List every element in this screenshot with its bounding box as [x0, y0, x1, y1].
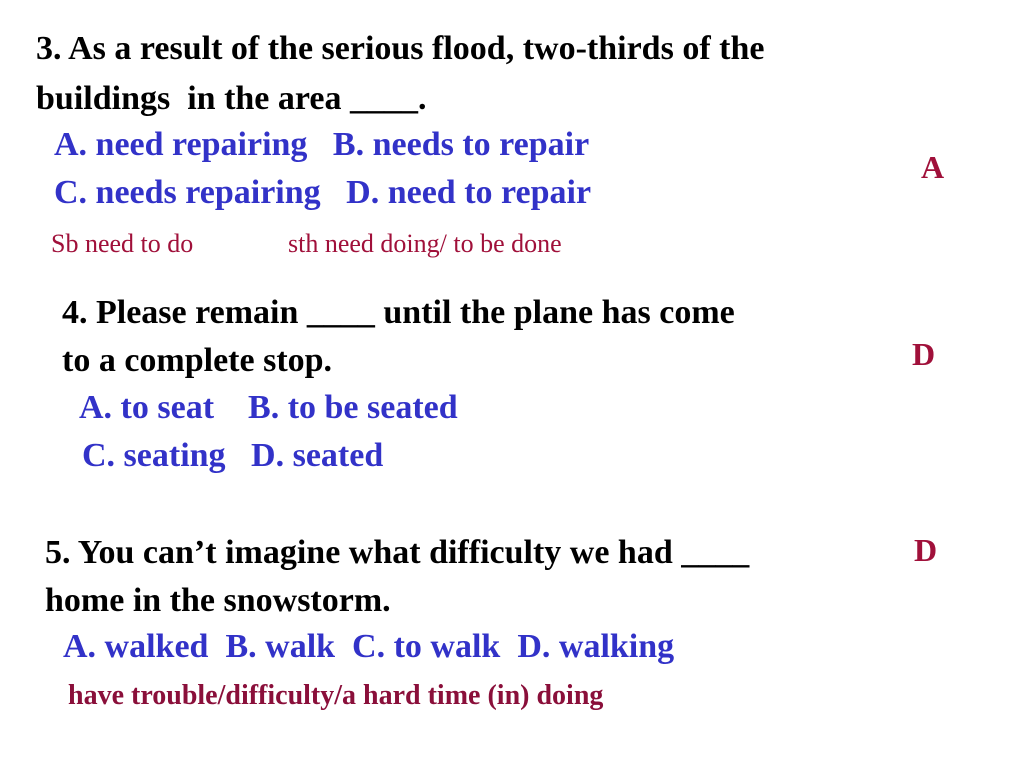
q4-question-line-2: to a complete stop.	[62, 342, 333, 379]
q4-options-row-2: C. seating D. seated	[82, 437, 384, 474]
q3-grammar-note-right: sth need doing/ to be done	[288, 229, 562, 258]
q3-question-line-2: buildings in the area ____.	[36, 80, 427, 117]
q3-answer: A	[921, 149, 945, 185]
q4-answer: D	[912, 336, 936, 372]
q4-question-line-1: 4. Please remain ____ until the plane has come	[62, 294, 735, 331]
q5-question-line-2: home in the snowstorm.	[45, 582, 391, 619]
q3-options-row-2: C. needs repairing D. need to repair	[54, 174, 592, 211]
q4-options-row-1: A. to seat B. to be seated	[79, 389, 458, 426]
q5-answer: D	[914, 532, 938, 568]
q3-grammar-note-left: Sb need to do	[51, 229, 194, 258]
q3-options-row-1: A. need repairing B. needs to repair	[54, 126, 590, 163]
q5-grammar-note: have trouble/difficulty/a hard time (in) doing	[68, 680, 604, 711]
q3-question-line-1: 3. As a result of the serious flood, two-thirds of the	[36, 30, 765, 67]
q5-question-line-1: 5. You can’t imagine what difficulty we had ____	[45, 534, 750, 571]
q5-options-row: A. walked B. walk C. to walk D. walking	[63, 628, 675, 665]
